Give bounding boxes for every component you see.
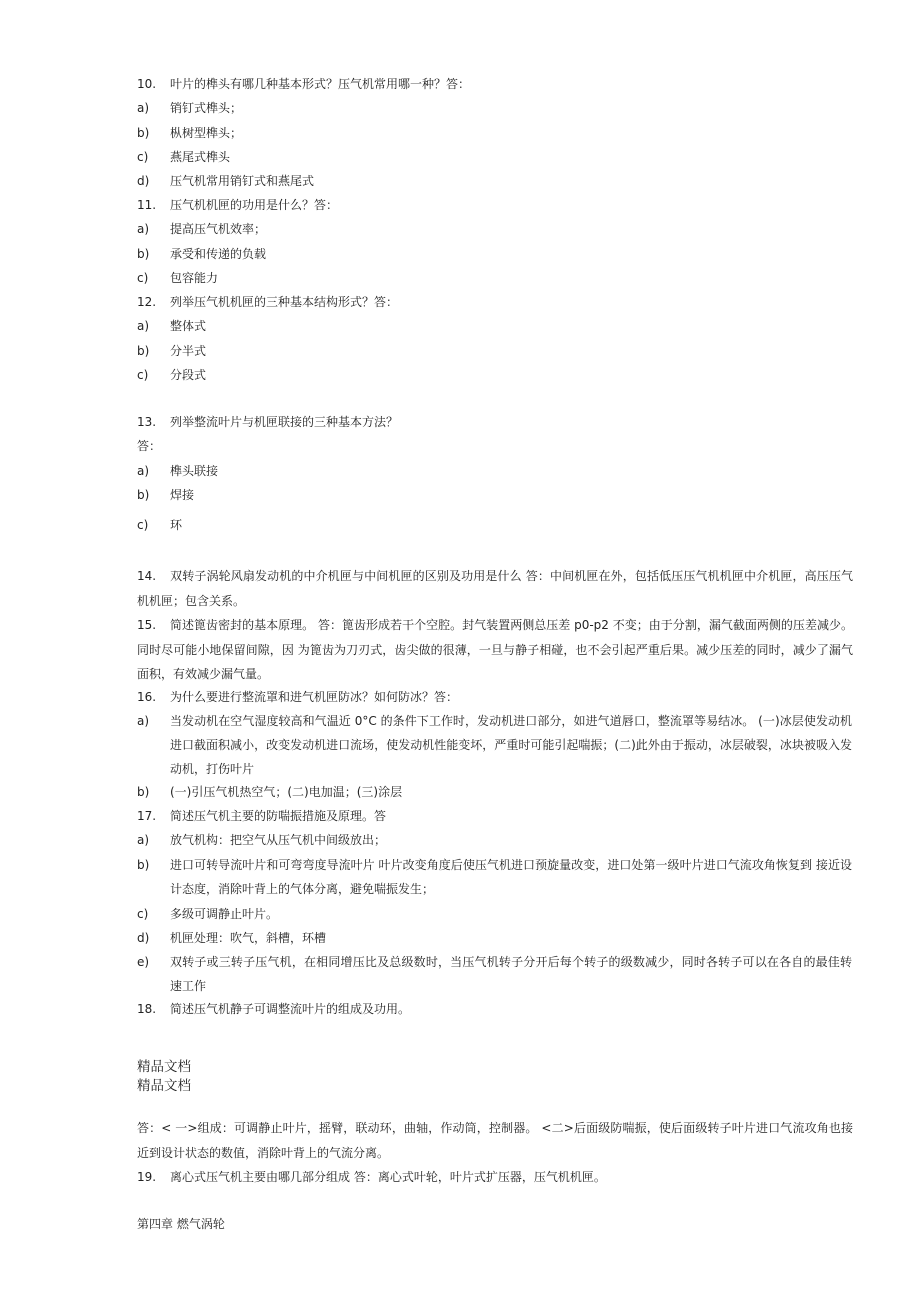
option-label: a) <box>137 833 150 847</box>
question-19 <box>137 1169 606 1185</box>
question-text: 压气机机匣的功用是什么？答： <box>170 198 339 212</box>
question-11 <box>137 197 338 213</box>
answer-item: 双转子或三转子压气机，在相同增压比及总级数时，当压气机转子分开后每个转子的级数减少，同时各转子可以在各自的最佳转速工作 <box>170 955 852 993</box>
answer-item: 包容能力 <box>170 271 219 285</box>
question-number: 13. <box>137 415 157 429</box>
question-number: 10. <box>137 77 157 91</box>
option-label: c) <box>137 368 149 382</box>
question-number: 18. <box>137 1002 157 1016</box>
question-number: 11. <box>137 198 157 212</box>
option-label: a) <box>137 101 150 115</box>
option-label: b) <box>137 488 150 502</box>
question-16 <box>137 689 458 705</box>
option-label: b) <box>137 247 150 261</box>
option-label: d) <box>137 174 150 188</box>
answer-item: 进口可转导流叶片和可弯弯度导流叶片 叶片改变角度后使压气机进口预旋量改变，进口处第一级叶片进口气流攻角恢复到 接近设计态度，消除叶背上的气体分离，避免喘振发生； <box>170 858 852 896</box>
option-label: a) <box>137 319 150 333</box>
option-label: b) <box>137 126 150 140</box>
option-label: e) <box>137 955 150 969</box>
question-15 <box>137 613 853 687</box>
question-text: 简述压气机主要的防喘振措施及原理。答 <box>170 809 387 823</box>
question-10 <box>137 76 470 92</box>
option-label: a) <box>137 714 150 728</box>
question-18 <box>137 1001 410 1017</box>
answer-item: 燕尾式榫头 <box>170 150 231 164</box>
option-label: c) <box>137 150 149 164</box>
answer-item: 多级可调静止叶片。 <box>170 907 279 921</box>
question-number: 12. <box>137 295 157 309</box>
watermark-text: 精品文档 <box>137 1078 191 1094</box>
question-13 <box>137 414 398 430</box>
answer-item: (一)引压气机热空气；(二)电加温；(三)涂层 <box>170 785 403 799</box>
answer-label: 答： <box>137 439 162 453</box>
answer-item: 放气机构：把空气从压气机中间级放出； <box>170 833 387 847</box>
question-text: 列举整流叶片与机匣联接的三种基本方法？ <box>170 415 399 429</box>
answer-item: 环 <box>170 518 183 532</box>
question-text: 为什么要进行整流罩和进气机匣防冰？如何防冰？答： <box>170 690 459 704</box>
question-17 <box>137 808 386 824</box>
question-number: 19. <box>137 1170 157 1184</box>
question-number: 14. <box>137 569 157 583</box>
answer-item: 焊接 <box>170 488 195 502</box>
option-label: b) <box>137 858 150 872</box>
chapter-heading: 第四章 燃气涡轮 <box>137 1217 225 1231</box>
option-label: c) <box>137 907 149 921</box>
question-18-answer: 答：< 一>组成：可调静止叶片，摇臂，联动环，曲轴，作动筒，控制器。 <二>后面级防喘振，使后面级转子叶片进口气流攻角也接 近到设计状态的数值，消除叶背上的气流分离。 <box>137 1121 853 1160</box>
option-label: a) <box>137 464 150 478</box>
option-label: d) <box>137 931 150 945</box>
option-label: b) <box>137 785 150 799</box>
answer-item: 提高压气机效率； <box>170 222 267 236</box>
option-label: a) <box>137 222 150 236</box>
option-label: c) <box>137 271 149 285</box>
answer-item: 机匣处理：吹气，斜槽，环槽 <box>170 931 327 945</box>
option-label: b) <box>137 344 150 358</box>
answer-item: 承受和传递的负载 <box>170 247 267 261</box>
question-number: 16. <box>137 690 157 704</box>
answer-item: 压气机常用销钉式和燕尾式 <box>170 174 315 188</box>
answer-item: 当发动机在空气湿度较高和气温近 0°C 的条件下工作时，发动机进口部分，如进气道唇口，整流罩等易结冰。 (一)冰层使发动机进口截面积减小，改变发动机进口流场，使发动机性能变坏，严重时可能引起喘振；(二)此外由于振动，冰层破裂，冰块被吸入发动机，打伤叶片 <box>170 714 852 776</box>
watermark-text: 精品文档 <box>137 1059 191 1075</box>
question-text: 列举压气机机匣的三种基本结构形式？答： <box>170 295 399 309</box>
question-text: 简述压气机静子可调整流叶片的组成及功用。 <box>170 1002 411 1016</box>
answer-item: 分半式 <box>170 344 207 358</box>
question-12 <box>137 294 398 310</box>
question-number: 15. <box>137 618 157 632</box>
answer-item: 枞树型榫头； <box>170 126 243 140</box>
answer-item: 榫头联接 <box>170 464 219 478</box>
answer-item: 销钉式榫头； <box>170 101 243 115</box>
answer-item: 分段式 <box>170 368 207 382</box>
question-text: 叶片的榫头有哪几种基本形式？压气机常用哪一种？答： <box>170 77 471 91</box>
question-text: 简述篦齿密封的基本原理。 答：篦齿形成若干个空腔。封气装置两侧总压差 p0-p2 不变；由于分割，漏气截面两侧的压差减少。同时尽可能小地保留间隙，因 为篦齿为刀刃式，齿尖做的很薄，一旦与静子相碰，也不会引起严重后果。减少压差的同时，减少了漏气面积，有效减少漏气量。 <box>137 618 853 681</box>
answer-item: 整体式 <box>170 319 207 333</box>
question-number: 17. <box>137 809 157 823</box>
option-label: c) <box>137 518 149 532</box>
question-text: 双转子涡轮风扇发动机的中介机匣与中间机匣的区别及功用是什么 答：中间机匣在外，包括低压压气机机匣中介机匣，高压压气机机匣；包含关系。 <box>137 569 853 608</box>
question-14 <box>137 564 853 613</box>
question-text: 离心式压气机主要由哪几部分组成 答：离心式叶轮，叶片式扩压器，压气机机匣。 <box>170 1170 606 1184</box>
